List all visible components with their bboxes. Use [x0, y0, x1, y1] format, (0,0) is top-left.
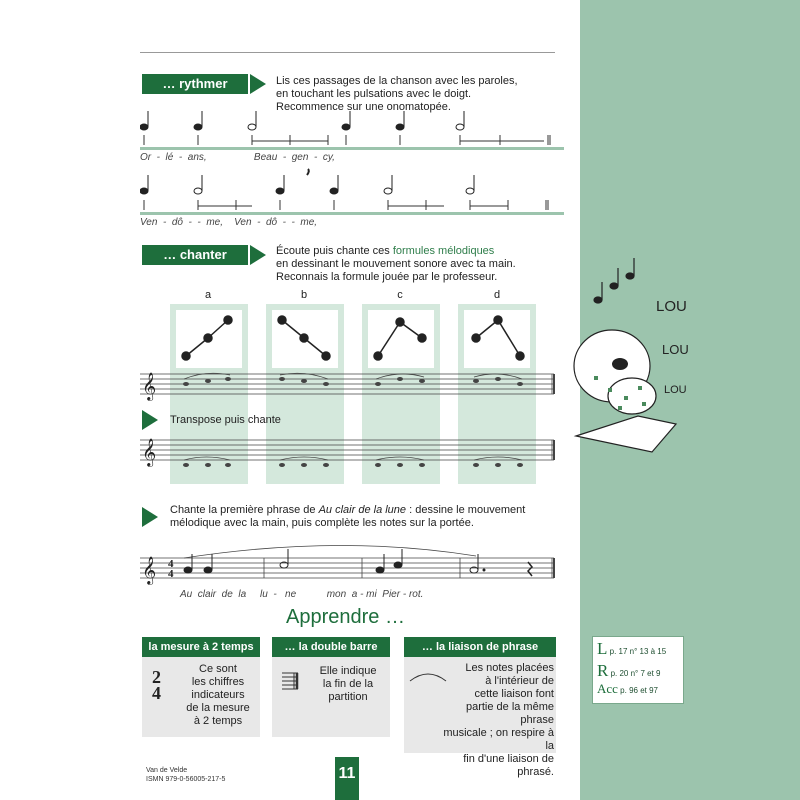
double-barline-icon: [282, 671, 302, 693]
svg-text:𝄞: 𝄞: [142, 372, 157, 400]
transpose-label: Transpose puis chante: [170, 414, 281, 426]
box-double-barre-text: Elle indique la fin de la partition: [319, 665, 377, 703]
ref-Acc: Acc p. 96 et 97: [597, 681, 658, 696]
formula-label-b: b: [300, 289, 308, 301]
ref-R: R p. 20 n° 7 et 9: [597, 661, 661, 680]
meter-top: 4: [168, 558, 174, 570]
melodic-formulas: [140, 300, 560, 490]
rhythm-notation: [140, 105, 565, 230]
svg-text:𝄞: 𝄞: [142, 438, 157, 466]
lyrics-line-2: Ven - dô - - me, Ven - dô - - me,: [140, 217, 318, 228]
box-mesure: [142, 637, 260, 737]
lune-lyrics: Au clair de la lu - ne mon a - mi Pier - rot.: [180, 589, 424, 600]
lune-staff: [140, 540, 560, 588]
formula-label-d: d: [493, 289, 501, 301]
singing-kid-illustration: [568, 256, 698, 466]
lune-instructions: Chante la première phrase de Au clair de la lune : dessine le mouvement mélodique avec la main, puis complète les notes sur la portée.: [170, 504, 526, 529]
svg-text:𝄞: 𝄞: [142, 556, 157, 584]
formula-label-a: a: [204, 289, 212, 301]
apprendre-title: Apprendre …: [286, 606, 405, 628]
box-mesure-title: la mesure à 2 temps: [142, 637, 260, 657]
lyrics-line-1: Or - lé - ans, Beau - gen - cy,: [140, 152, 335, 163]
play-arrow-icon: [250, 245, 266, 265]
box-double-barre-title: … la double barre: [272, 637, 390, 657]
rythmer-banner: … rythmer: [142, 74, 248, 94]
box-liaison: [404, 637, 556, 778]
lou-text-2: LOU: [662, 342, 689, 357]
page-number: 11: [335, 757, 359, 800]
meter-bottom: 4: [168, 568, 174, 580]
lou-text-3: LOU: [664, 384, 687, 396]
rythmer-instructions: Lis ces passages de la chanson avec les paroles, en touchant les pulsations avec le doigt. Recommence sur une onomatopée.: [276, 75, 518, 113]
formula-label-c: c: [397, 289, 403, 301]
play-arrow-icon: [142, 410, 158, 430]
box-liaison-text: Les notes placées à l'intérieur de cette liaison font partie de la même phrase musicale ; on respire à la fin d'une liaison de phrasé.: [443, 662, 554, 778]
play-arrow-icon: [250, 74, 266, 94]
reference-box: [592, 636, 684, 704]
chanter-banner: … chanter: [142, 245, 248, 265]
lou-text-1: LOU: [656, 298, 687, 315]
play-arrow-icon: [142, 507, 158, 527]
top-rule: [140, 52, 555, 53]
box-mesure-text: Ce sont les chiffres indicateurs de la mesure à 2 temps: [186, 663, 250, 727]
footer-info: Van de Velde ISMN 979-0-56005-217-5: [146, 767, 226, 783]
box-double-barre: [272, 637, 390, 737]
box-liaison-title: … la liaison de phrase: [404, 637, 556, 657]
ref-L: L p. 17 n° 13 à 15: [597, 639, 667, 658]
time-signature-2-4: 2 4: [152, 667, 161, 703]
chanter-instructions: Écoute puis chante ces formules mélodiques en dessinant le mouvement sonore avec ta main. Reconnais la formule jouée par le professeur.: [276, 245, 516, 283]
